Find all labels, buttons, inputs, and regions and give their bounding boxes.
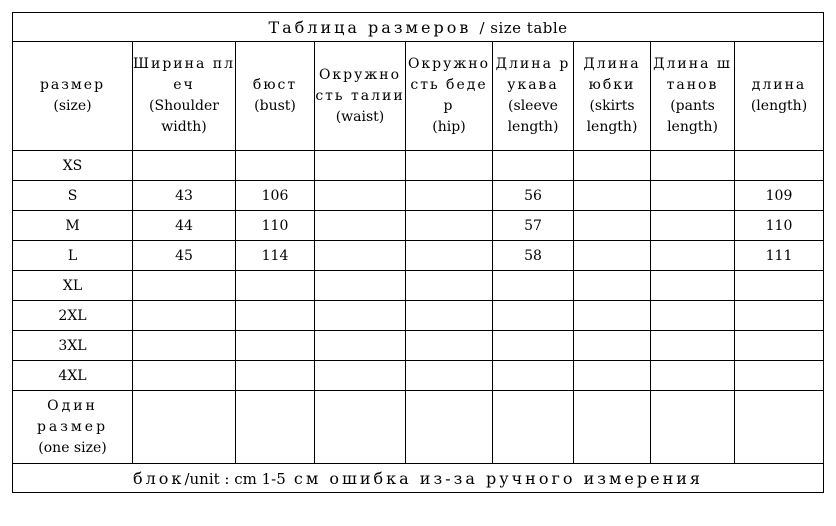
cell-skirt	[574, 211, 651, 241]
note-ru-2: см ошибка из-за ручного измерения	[293, 468, 704, 488]
cell-pants	[651, 211, 735, 241]
cell-empty	[315, 391, 406, 464]
cell-bust: 110	[236, 211, 315, 241]
header-waist: Окружность талии (waist)	[315, 42, 406, 151]
cell-skirt	[574, 181, 651, 211]
cell-bust	[236, 361, 315, 391]
table-row	[13, 361, 824, 391]
table-title	[13, 13, 824, 42]
cell-bust: 106	[236, 181, 315, 211]
cell-pants	[651, 241, 735, 271]
cell-hip	[406, 331, 493, 361]
cell-hip	[406, 211, 493, 241]
cell-hip	[406, 241, 493, 271]
cell-one-size: Один размер (one size)	[13, 391, 133, 464]
cell-length	[735, 271, 824, 301]
cell-size: 3XL	[13, 331, 133, 361]
note-en: /unit : cm 1-5	[184, 469, 286, 488]
cell-sleeve	[493, 301, 574, 331]
cell-bust	[236, 301, 315, 331]
cell-waist	[315, 301, 406, 331]
table-row	[13, 211, 824, 241]
cell-sleeve: 57	[493, 211, 574, 241]
cell-empty	[236, 391, 315, 464]
header-length: длина (length)	[735, 42, 824, 151]
cell-length	[735, 301, 824, 331]
cell-pants	[651, 331, 735, 361]
cell-pants	[651, 181, 735, 211]
cell-size: XS	[13, 151, 133, 181]
cell-length	[735, 361, 824, 391]
cell-hip	[406, 301, 493, 331]
cell-empty	[406, 391, 493, 464]
cell-skirt	[574, 331, 651, 361]
cell-waist	[315, 361, 406, 391]
header-skirt: Длина юбки (skirts length)	[574, 42, 651, 151]
cell-shoulder	[133, 271, 236, 301]
cell-size: L	[13, 241, 133, 271]
cell-shoulder	[133, 331, 236, 361]
table-row	[13, 241, 824, 271]
cell-hip	[406, 361, 493, 391]
cell-shoulder	[133, 301, 236, 331]
table-row	[13, 331, 824, 361]
note-ru-1: блок	[133, 468, 185, 488]
cell-size: 2XL	[13, 301, 133, 331]
cell-sleeve	[493, 361, 574, 391]
cell-shoulder: 44	[133, 211, 236, 241]
cell-length: 110	[735, 211, 824, 241]
cell-empty	[493, 391, 574, 464]
cell-shoulder	[133, 361, 236, 391]
cell-waist	[315, 271, 406, 301]
title-ru: Таблица размеров	[268, 17, 472, 37]
cell-skirt	[574, 271, 651, 301]
cell-sleeve	[493, 271, 574, 301]
cell-length: 111	[735, 241, 824, 271]
measurement-note	[13, 464, 824, 493]
cell-hip	[406, 271, 493, 301]
cell-skirt	[574, 361, 651, 391]
cell-bust	[236, 151, 315, 181]
cell-bust	[236, 271, 315, 301]
header-row	[13, 42, 824, 151]
cell-waist	[315, 181, 406, 211]
cell-sleeve	[493, 331, 574, 361]
cell-empty	[735, 391, 824, 464]
cell-skirt	[574, 301, 651, 331]
cell-empty	[651, 391, 735, 464]
size-table	[12, 12, 824, 493]
cell-bust: 114	[236, 241, 315, 271]
cell-skirt	[574, 151, 651, 181]
cell-pants	[651, 361, 735, 391]
cell-waist	[315, 241, 406, 271]
cell-waist	[315, 211, 406, 241]
cell-size: S	[13, 181, 133, 211]
cell-bust	[236, 331, 315, 361]
header-hip: Окружность бедер (hip)	[406, 42, 493, 151]
header-pants: Длина штанов (pants length)	[651, 42, 735, 151]
cell-shoulder: 45	[133, 241, 236, 271]
cell-pants	[651, 301, 735, 331]
table-row	[13, 301, 824, 331]
cell-shoulder: 43	[133, 181, 236, 211]
cell-size: M	[13, 211, 133, 241]
header-sleeve: Длина рукава (sleeve length)	[493, 42, 574, 151]
cell-size: 4XL	[13, 361, 133, 391]
header-size: размер (size)	[13, 42, 133, 151]
cell-skirt	[574, 241, 651, 271]
cell-hip	[406, 181, 493, 211]
cell-length	[735, 151, 824, 181]
table-row-one-size	[13, 391, 824, 464]
title-en: / size table	[479, 18, 568, 37]
cell-waist	[315, 331, 406, 361]
size-chart	[12, 12, 823, 502]
cell-sleeve: 56	[493, 181, 574, 211]
cell-pants	[651, 271, 735, 301]
cell-waist	[315, 151, 406, 181]
cell-pants	[651, 151, 735, 181]
cell-length: 109	[735, 181, 824, 211]
header-shoulder: Ширина плеч (Shoulder width)	[133, 42, 236, 151]
cell-shoulder	[133, 151, 236, 181]
cell-sleeve	[493, 151, 574, 181]
cell-size: XL	[13, 271, 133, 301]
cell-sleeve: 58	[493, 241, 574, 271]
cell-empty	[574, 391, 651, 464]
cell-length	[735, 331, 824, 361]
cell-hip	[406, 151, 493, 181]
cell-empty	[133, 391, 236, 464]
table-row	[13, 271, 824, 301]
table-row	[13, 151, 824, 181]
table-row	[13, 181, 824, 211]
header-bust: бюст (bust)	[236, 42, 315, 151]
